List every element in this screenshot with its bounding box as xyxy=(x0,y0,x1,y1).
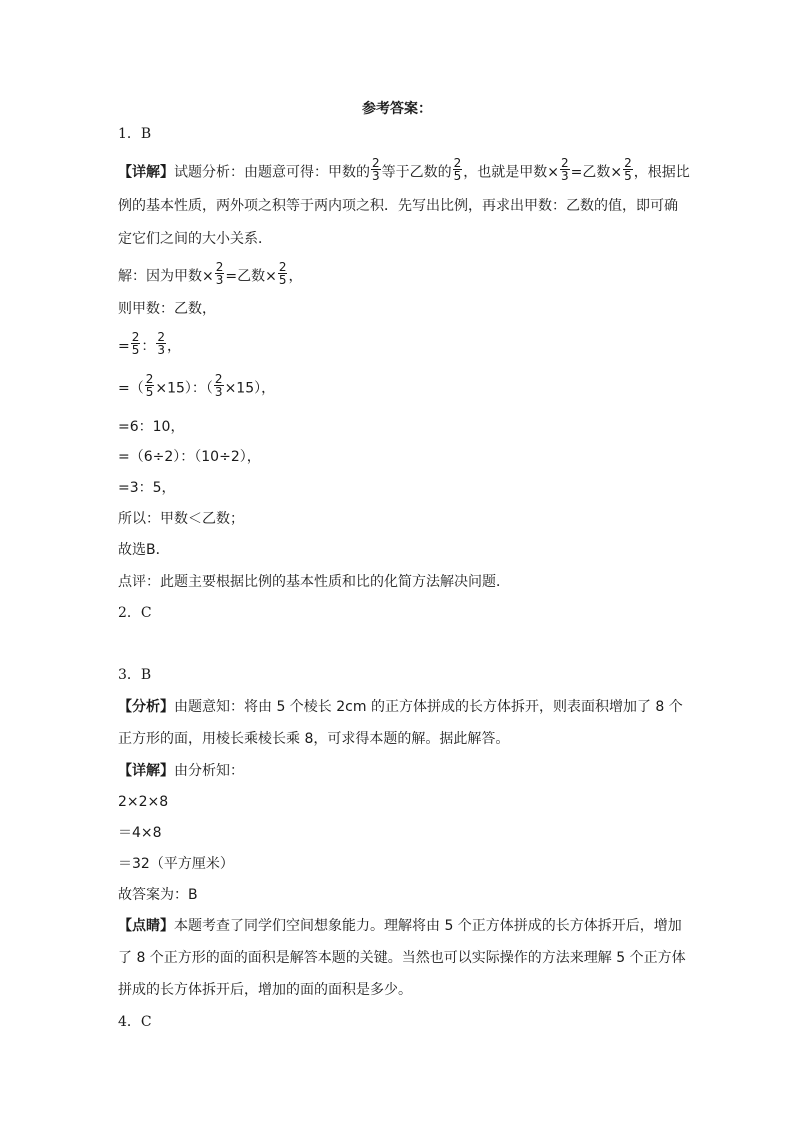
q2-label: 2．C xyxy=(118,605,152,621)
analysis-tag: 【分析】 xyxy=(118,699,174,715)
q1-step-1: 则甲数：乙数， xyxy=(118,301,216,317)
fraction-two-thirds: $\frac{2}{3}$ xyxy=(372,156,380,183)
q4-label: 4．C xyxy=(118,1014,152,1030)
fraction-two-thirds: $\frac{2}{3}$ xyxy=(561,156,569,183)
detail-tag: 【详解】 xyxy=(118,164,174,181)
q1-comment: 点评：此题主要根据比例的基本性质和比的化简方法解决问题． xyxy=(118,574,510,590)
fraction-two-thirds: $\frac{2}{3}$ xyxy=(214,372,223,399)
fraction-two-fifths: $\frac{2}{5}$ xyxy=(145,372,154,399)
q1-step-6: =3：5， xyxy=(118,480,176,496)
q1-detail-line-1: 【详解】试题分析：由题意可得：甲数的 $\frac{2}{3}$ 等于乙数的 $\frac{2}{5}$ ，也就是甲数× $\frac{2}{3}$ =乙数× $\frac{2}{5}$ ，根据比 xyxy=(118,156,690,183)
q1-solution-line: 解：因为甲数× $\frac{2}{3}$ =乙数× $\frac{2}{5}$ ， xyxy=(118,260,303,287)
fraction-two-fifths: $\frac{2}{5}$ xyxy=(453,156,462,183)
q3-tip-line-2: 了 8 个正方形的面的面积是解答本题的关键。当然也可以实际操作的方法来理解 5 个正方体 xyxy=(118,950,686,966)
q1-detail-line-3: 定它们之间的大小关系． xyxy=(118,231,272,247)
fraction-two-thirds: $\frac{2}{3}$ xyxy=(215,260,224,287)
fraction-two-fifths: $\frac{2}{5}$ xyxy=(278,260,287,287)
page-title: 参考答案： xyxy=(362,101,432,117)
q3-analysis-line-1: 【分析】由题意知：将由 5 个棱长 2cm 的正方体拼成的长方体拆开，则表面积增加了 8 个 xyxy=(118,699,683,715)
q1-choose: 故选B． xyxy=(118,542,170,558)
q3-calc-2: ＝4×8 xyxy=(118,825,162,841)
q3-answer: 故答案为：B xyxy=(118,887,198,903)
q3-detail-line: 【详解】由分析知： xyxy=(118,763,244,779)
detail-tag: 【详解】 xyxy=(118,763,174,779)
q1-detail-line-2: 例的基本性质，两外项之积等于两内项之积．先写出比例，再求出甲数：乙数的值，即可确 xyxy=(118,198,678,214)
q1-step-3: =（ $\frac{2}{5}$ ×15）：（ $\frac{2}{3}$ ×15）， xyxy=(118,372,276,399)
tip-tag: 【点睛】 xyxy=(118,918,174,934)
fraction-two-thirds: $\frac{2}{3}$ xyxy=(157,330,166,357)
q3-calc-1: 2×2×8 xyxy=(118,794,169,810)
q3-label: 3．B xyxy=(118,667,152,683)
q1-label: 1．B xyxy=(118,126,152,142)
q3-tip-line-1: 【点睛】本题考查了同学们空间想象能力。理解将由 5 个正方体拼成的长方体拆开后，增加 xyxy=(118,918,682,934)
q1-conclusion: 所以：甲数＜乙数； xyxy=(118,511,244,527)
q1-step-4: =6：10， xyxy=(118,419,185,435)
q1-step-5: =（6÷2）：（10÷2）， xyxy=(118,449,261,465)
fraction-two-fifths: $\frac{2}{5}$ xyxy=(624,156,632,183)
fraction-two-fifths: $\frac{2}{5}$ xyxy=(131,330,140,357)
q1-step-2: = $\frac{2}{5}$ ： $\frac{2}{3}$ ， xyxy=(118,330,182,357)
q3-tip-line-3: 拼成的长方体拆开后，增加的面的面积是多少。 xyxy=(118,982,412,998)
q3-calc-3: ＝32（平方厘米） xyxy=(118,856,234,872)
q3-analysis-line-2: 正方形的面，用棱长乘棱长乘 8，可求得本题的解。据此解答。 xyxy=(118,731,510,747)
